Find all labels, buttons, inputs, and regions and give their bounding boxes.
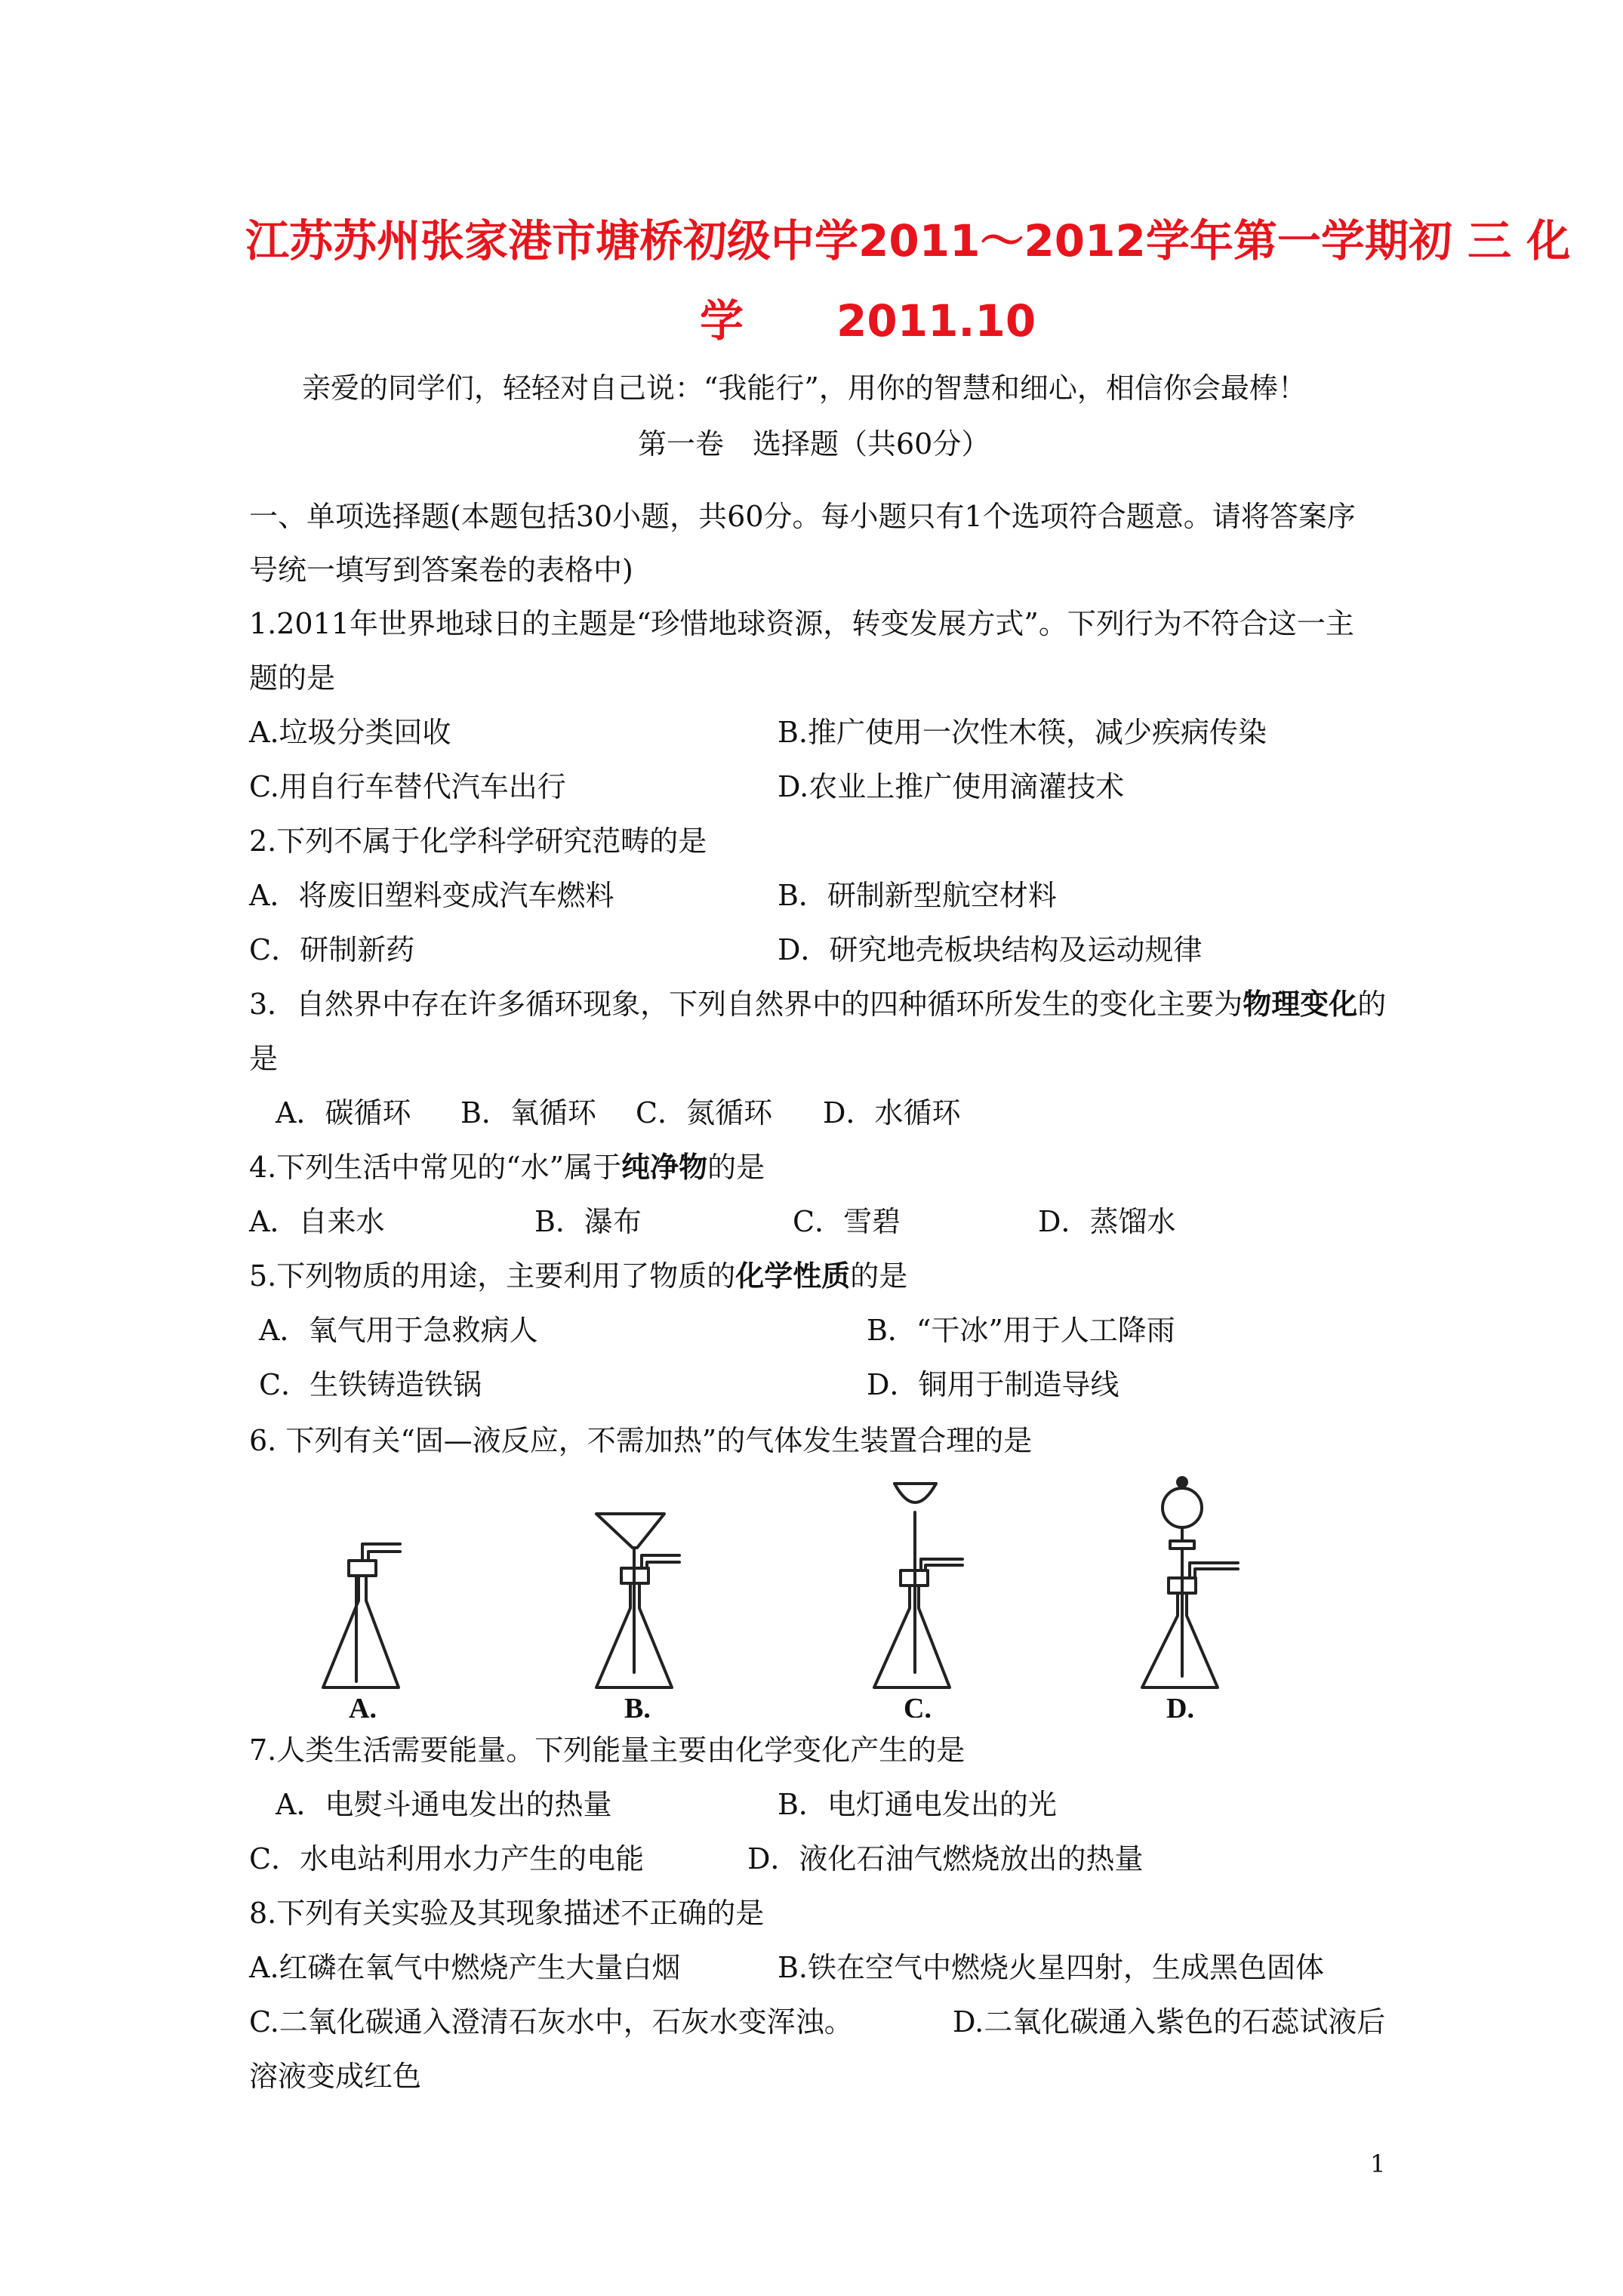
q8-option-d-continued: 溶液变成红色 (249, 2060, 422, 2093)
q3-stem-line-2: 是 (249, 1042, 279, 1075)
q2-option-b: B．研制新型航空材料 (778, 879, 1057, 912)
q4-option-b: B．瀑布 (534, 1205, 642, 1238)
q3-stem-emphasis: 物理变化 (1243, 987, 1358, 1021)
apparatus-label-d: D. (1166, 1693, 1194, 1718)
q8-option-b: B.铁在空气中燃烧火星四射，生成黑色固体 (778, 1951, 1325, 1984)
q7-option-b: B．电灯通电发出的光 (778, 1788, 1057, 1821)
apparatus-label-a: A. (349, 1693, 377, 1718)
q5-option-a: A．氧气用于急救病人 (259, 1314, 538, 1347)
q8-option-c: C.二氧化碳通入澄清石灰水中，石灰水变浑浊。 (249, 2005, 853, 2039)
part-heading-line-1: 一、单项选择题(本题包括30小题，共60分。每小题只有1个选项符合题意。请将答案序 (249, 500, 1356, 533)
q3-option-d: D．水循环 (823, 1096, 961, 1130)
q7-option-d: D．液化石油气燃烧放出的热量 (747, 1842, 1144, 1875)
apparatus-label-c: C. (904, 1693, 932, 1718)
q2-stem: 2.下列不属于化学科学研究范畴的是 (249, 824, 707, 858)
q4-stem-tail: 的是 (707, 1151, 765, 1184)
page-number: 1 (1370, 2150, 1386, 2178)
q4-option-c: C．雪碧 (793, 1205, 901, 1238)
q5-stem-emphasis: 化学性质 (735, 1259, 851, 1293)
q7-option-a: A．电熨斗通电发出的热量 (276, 1788, 612, 1821)
q3-option-b: B．氧循环 (460, 1096, 596, 1130)
q2-option-a: A．将废旧塑料变成汽车燃料 (249, 879, 614, 912)
q3-option-c: C．氮循环 (636, 1096, 773, 1130)
apparatus-a-drawing (323, 1544, 400, 1687)
q3-stem-tail: 的 (1357, 988, 1387, 1021)
q8-option-d: D.二氧化碳通入紫色的石蕊试液后 (953, 2005, 1386, 2039)
q1-option-d: D.农业上推广使用滴灌技术 (778, 770, 1125, 803)
q3-stem-text: 3．自然界中存在许多循环现象，下列自然界中的四种循环所发生的变化主要为 (249, 988, 1243, 1021)
q8-stem: 8.下列有关实验及其现象描述不正确的是 (249, 1897, 765, 1930)
q1-stem-line-2: 题的是 (249, 661, 336, 695)
apparatus-label-b: B. (624, 1693, 651, 1718)
q1-option-b: B.推广使用一次性木筷，减少疾病传染 (778, 716, 1267, 749)
q4-option-d: D．蒸馏水 (1038, 1205, 1176, 1238)
apparatus-b-drawing (596, 1514, 679, 1687)
q5-option-b: B．“干冰”用于人工降雨 (867, 1314, 1175, 1347)
section-title: 第一卷 选择题（共60分） (638, 427, 990, 461)
q2-option-c: C．研制新药 (249, 933, 415, 966)
q1-option-c: C.用自行车替代汽车出行 (249, 770, 566, 803)
q4-stem-emphasis: 纯净物 (621, 1150, 708, 1184)
q4-stem-text: 4.下列生活中常见的“水”属于 (249, 1151, 622, 1184)
q5-stem (249, 1258, 907, 1294)
title-line-2-date: 2011.10 (836, 295, 1036, 347)
q2-option-d: D．研究地壳板块结构及运动规律 (778, 933, 1203, 966)
q3-stem-line-1 (249, 986, 1386, 1022)
q5-option-c: C．生铁铸造铁锅 (259, 1368, 482, 1401)
q4-stem (249, 1149, 765, 1185)
q1-option-a: A.垃圾分类回收 (249, 716, 451, 749)
apparatus-c-drawing (874, 1484, 962, 1687)
q5-stem-text: 5.下列物质的用途，主要利用了物质的 (249, 1259, 736, 1293)
q3-option-a: A．碳循环 (276, 1096, 411, 1130)
q8-option-a: A.红磷在氧气中燃烧产生大量白烟 (249, 1951, 681, 1984)
q7-stem: 7.人类生活需要能量。下列能量主要由化学变化产生的是 (249, 1734, 965, 1767)
q6-apparatus-figure (287, 1469, 1344, 1718)
q5-stem-tail: 的是 (850, 1259, 908, 1293)
q5-option-d: D．铜用于制造导线 (867, 1368, 1119, 1401)
q4-option-a: A．自来水 (249, 1205, 385, 1238)
q6-stem: 6. 下列有关“固—液反应，不需加热”的气体发生装置合理的是 (249, 1424, 1033, 1457)
apparatus-d-drawing (1142, 1478, 1238, 1687)
q7-option-c: C．水电站利用水力产生的电能 (249, 1842, 645, 1875)
part-heading-line-2: 号统一填写到答案卷的表格中) (249, 553, 633, 587)
title-line-1: 江苏苏州张家港市塘桥初级中学2011～2012学年第一学期初 三 化 (245, 215, 1571, 267)
q1-stem-line-1: 1.2011年世界地球日的主题是“珍惜地球资源，转变发展方式”。下列行为不符合这一主 (249, 607, 1354, 640)
intro-text: 亲爱的同学们，轻轻对自己说：“我能行”，用你的智慧和细心，相信你会最棒！ (302, 371, 1307, 405)
title-line-2-subject: 学 (700, 295, 744, 347)
